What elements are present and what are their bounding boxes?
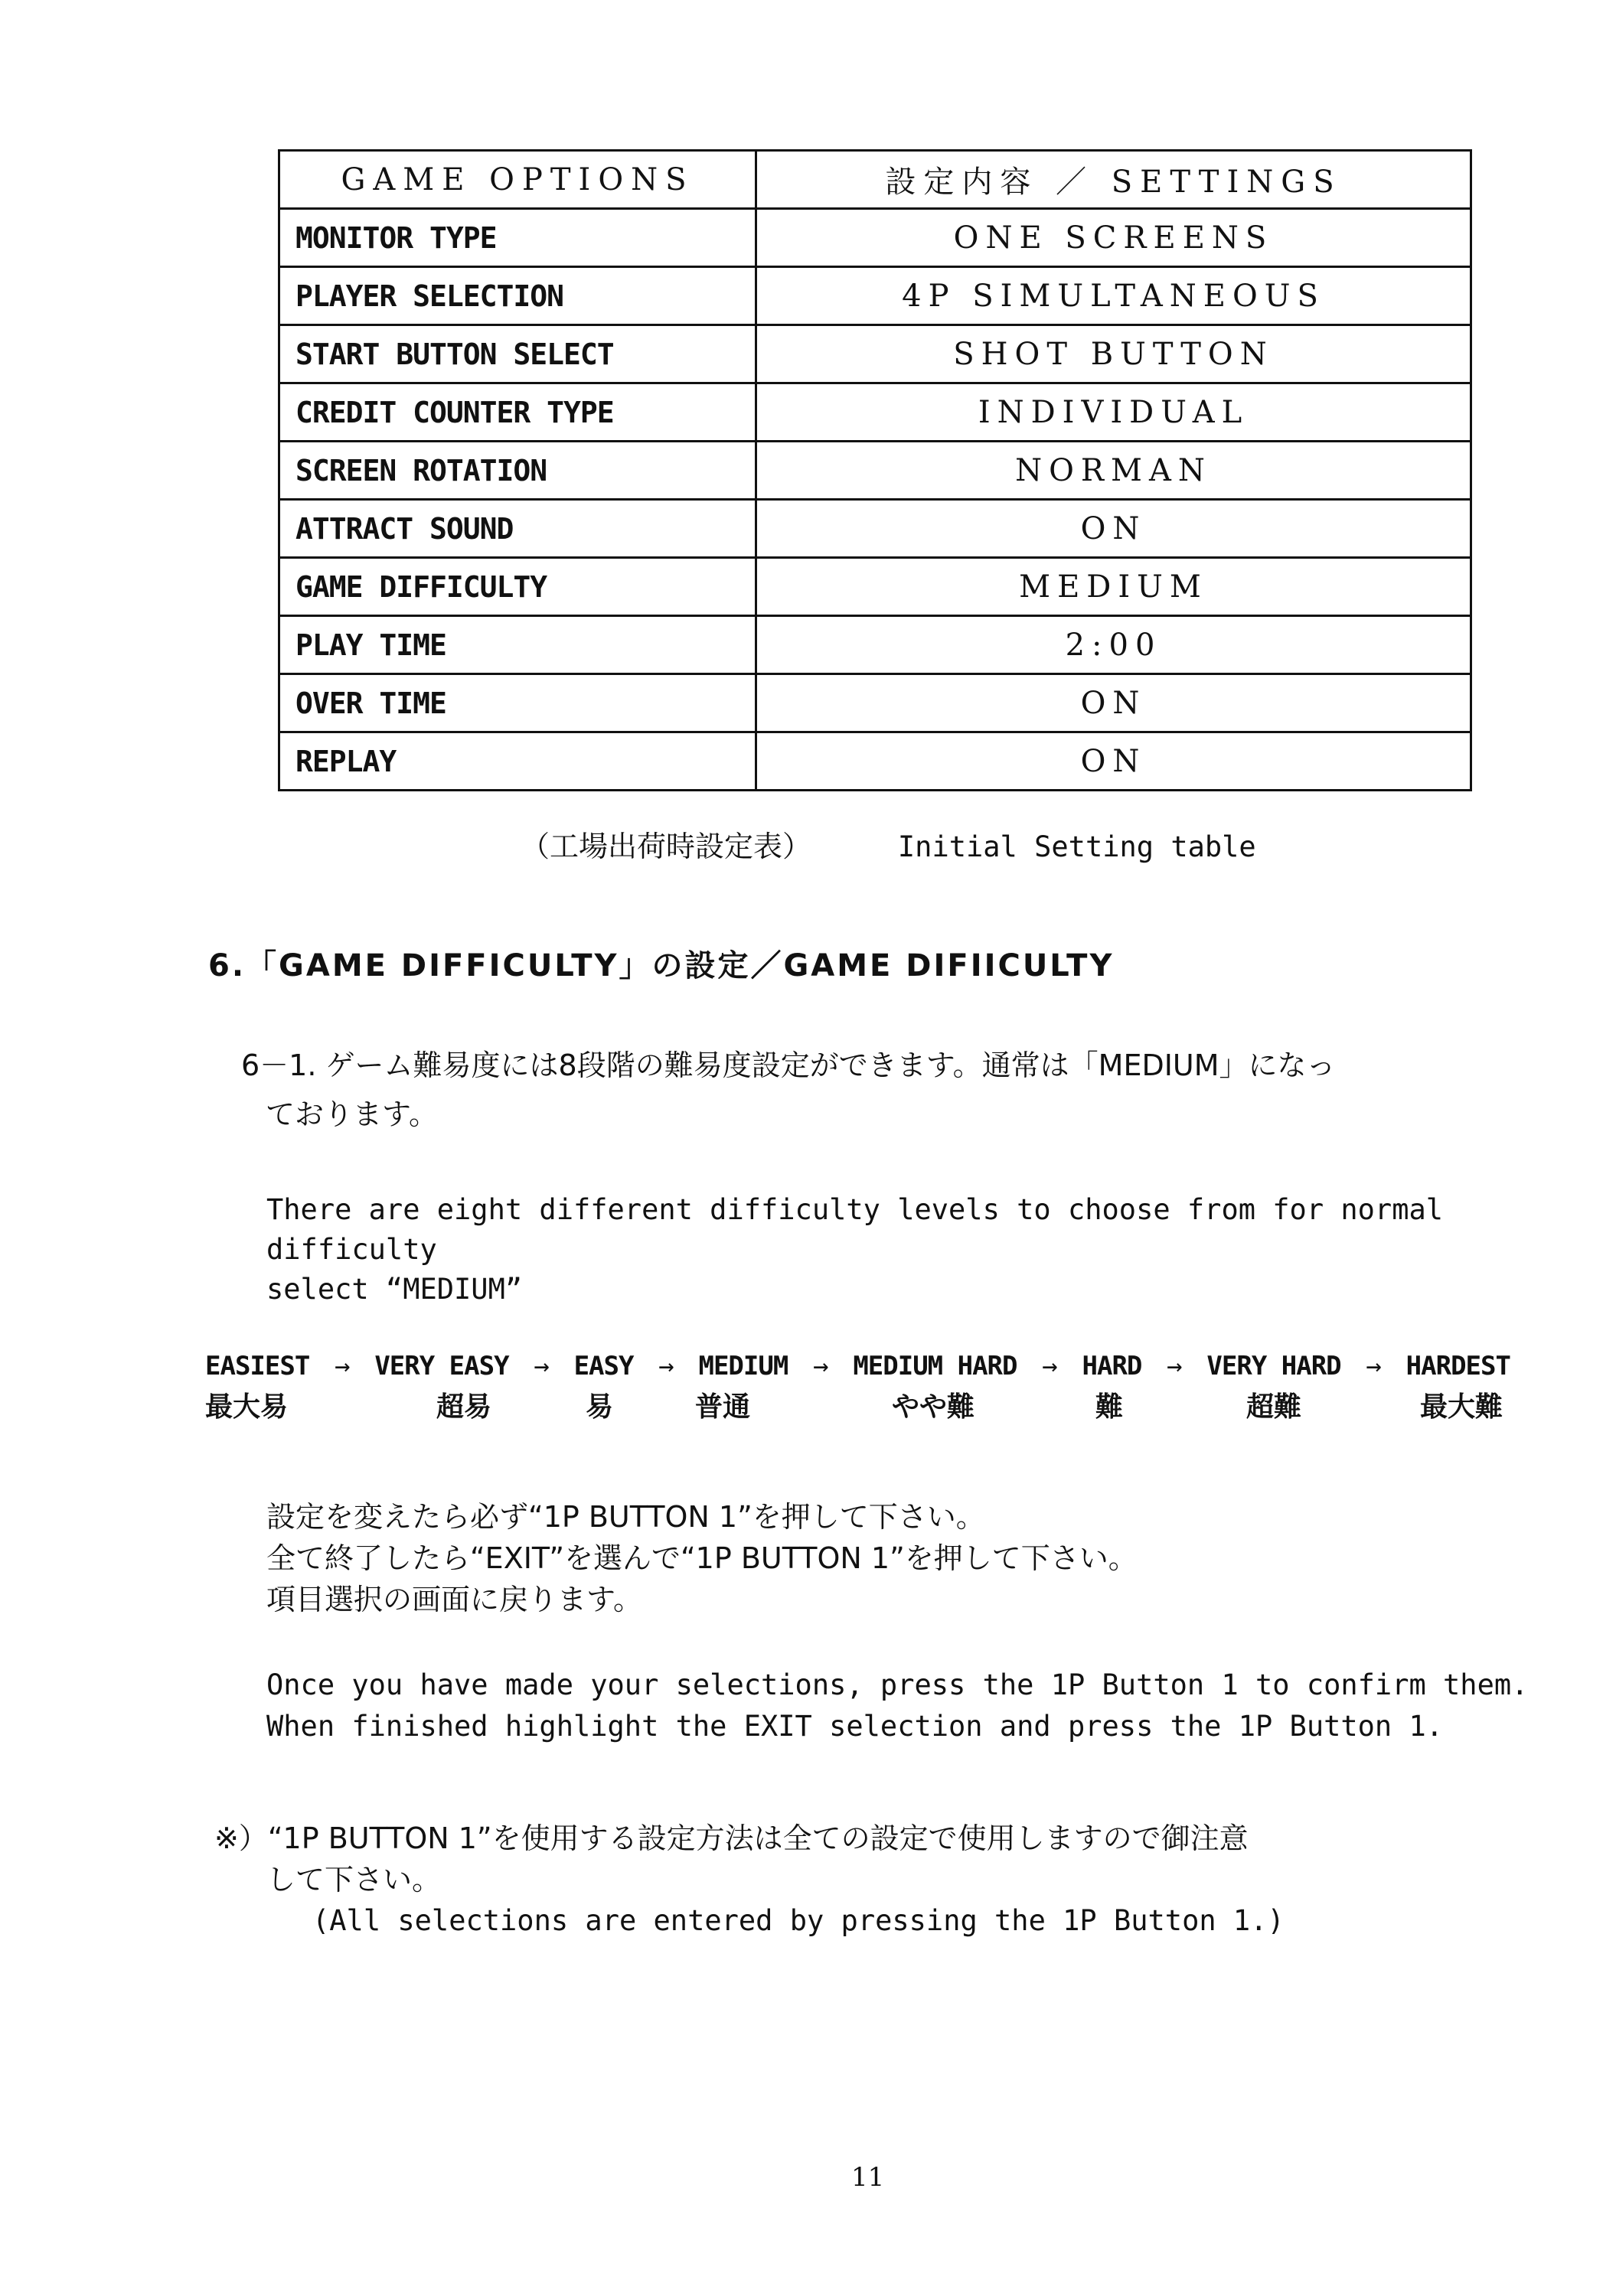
- paragraph-6-1-en: [266, 1190, 1522, 1309]
- difficulty-chain-jp: [205, 1385, 1510, 1424]
- option-name: CREDIT COUNTER TYPE: [279, 383, 756, 442]
- table-row: [279, 674, 1471, 732]
- option-name: PLAY TIME: [279, 616, 756, 674]
- paragraph-line: ております。: [266, 1097, 438, 1131]
- level-label-jp: 超難: [1246, 1391, 1302, 1423]
- option-value: ON: [756, 500, 1471, 558]
- paragraph-line: 6－1. ゲーム難易度には8段階の難易度設定ができます。通常は「MEDIUM」になっ: [241, 1049, 1336, 1082]
- table-row: [279, 500, 1471, 558]
- table-row: [279, 442, 1471, 500]
- option-name: SCREEN ROTATION: [279, 442, 756, 500]
- arrow-icon: →: [658, 1351, 674, 1381]
- option-value: ONE SCREENS: [756, 209, 1471, 267]
- level-label-jp: 難: [1095, 1391, 1124, 1423]
- arrow-icon: →: [1042, 1351, 1057, 1381]
- arrow-icon: →: [813, 1351, 828, 1381]
- table-row: [279, 267, 1471, 325]
- table-row: [279, 558, 1471, 616]
- level-label: MEDIUM: [698, 1351, 788, 1381]
- arrow-icon: →: [534, 1351, 549, 1381]
- instruction-line: Once you have made your selections, press the 1P Button 1 to confirm them.: [266, 1668, 1529, 1701]
- level-label: HARD: [1082, 1351, 1142, 1381]
- option-name: PLAYER SELECTION: [279, 267, 756, 325]
- option-name: START BUTTON SELECT: [279, 325, 756, 383]
- page-number: 11: [851, 2162, 885, 2193]
- instruction-line: When finished highlight the EXIT selection and press the 1P Button 1.: [266, 1710, 1444, 1743]
- option-name: REPLAY: [279, 732, 756, 791]
- paragraph-6-1-jp: [241, 1041, 1504, 1139]
- note-line: して下さい。: [266, 1863, 442, 1896]
- arrow-icon: →: [1366, 1351, 1381, 1381]
- option-name: MONITOR TYPE: [279, 209, 756, 267]
- option-value: MEDIUM: [756, 558, 1471, 616]
- table-row: [279, 209, 1471, 267]
- option-value: ON: [756, 732, 1471, 791]
- instruction-line: 全て終了したら“EXIT”を選んで“1P BUTTON 1”を押して下さい。: [266, 1541, 1138, 1575]
- table-row: [279, 732, 1471, 791]
- level-label: EASY: [573, 1351, 634, 1381]
- section-title: 6.「GAME DIFFICULTY」の設定／GAME DIFIICULTY: [208, 948, 1115, 983]
- note: [214, 1818, 1516, 1942]
- option-value: INDIVIDUAL: [756, 383, 1471, 442]
- option-value: 4P SIMULTANEOUS: [756, 267, 1471, 325]
- table-row: [279, 325, 1471, 383]
- level-label: VERY HARD: [1206, 1351, 1341, 1381]
- header-settings: 設定内容 ／ SETTINGS: [756, 151, 1471, 209]
- option-name: OVER TIME: [279, 674, 756, 732]
- table-row: [279, 383, 1471, 442]
- instructions-jp: [266, 1496, 1138, 1620]
- option-value: SHOT BUTTON: [756, 325, 1471, 383]
- level-label: VERY EASY: [374, 1351, 509, 1381]
- level-label-jp: 最大難: [1420, 1391, 1503, 1423]
- table-row: [279, 616, 1471, 674]
- option-value: 2:00: [756, 616, 1471, 674]
- table-caption-jp: （工場出荷時設定表）: [521, 830, 812, 863]
- note-line: ※）“1P BUTTON 1”を使用する設定方法は全ての設定で使用しますので御注意: [214, 1821, 1249, 1855]
- option-name: ATTRACT SOUND: [279, 500, 756, 558]
- level-label-jp: 最大易: [205, 1391, 289, 1423]
- instructions-en: [266, 1665, 1528, 1747]
- level-label-jp: やや難: [892, 1391, 975, 1423]
- paragraph-line: select “MEDIUM”: [266, 1273, 523, 1306]
- option-value: NORMAN: [756, 442, 1471, 500]
- level-label: EASIEST: [205, 1351, 310, 1381]
- difficulty-chain-en: [205, 1351, 1510, 1381]
- instruction-line: 設定を変えたら必ず“1P BUTTON 1”を押して下さい。: [266, 1500, 985, 1534]
- level-label-jp: 超易: [436, 1391, 492, 1423]
- level-label: HARDEST: [1405, 1351, 1510, 1381]
- option-name: GAME DIFFICULTY: [279, 558, 756, 616]
- level-label-jp: 易: [586, 1391, 614, 1423]
- settings-table: [278, 149, 1472, 791]
- level-label-jp: 普通: [695, 1391, 751, 1423]
- table-caption: [521, 823, 1325, 865]
- paragraph-line: There are eight different difficulty levels to choose from for normal difficulty: [266, 1193, 1444, 1266]
- header-game-options: GAME OPTIONS: [279, 151, 756, 209]
- arrow-icon: →: [1167, 1351, 1182, 1381]
- table-header-row: [279, 151, 1471, 209]
- arrow-icon: →: [335, 1351, 350, 1381]
- level-label: MEDIUM HARD: [853, 1351, 1017, 1381]
- note-line-en: (All selections are entered by pressing the 1P Button 1.): [312, 1904, 1285, 1937]
- table-caption-en: Initial Setting table: [897, 830, 1256, 863]
- instruction-line: 項目選択の画面に戻ります。: [266, 1583, 642, 1616]
- option-value: ON: [756, 674, 1471, 732]
